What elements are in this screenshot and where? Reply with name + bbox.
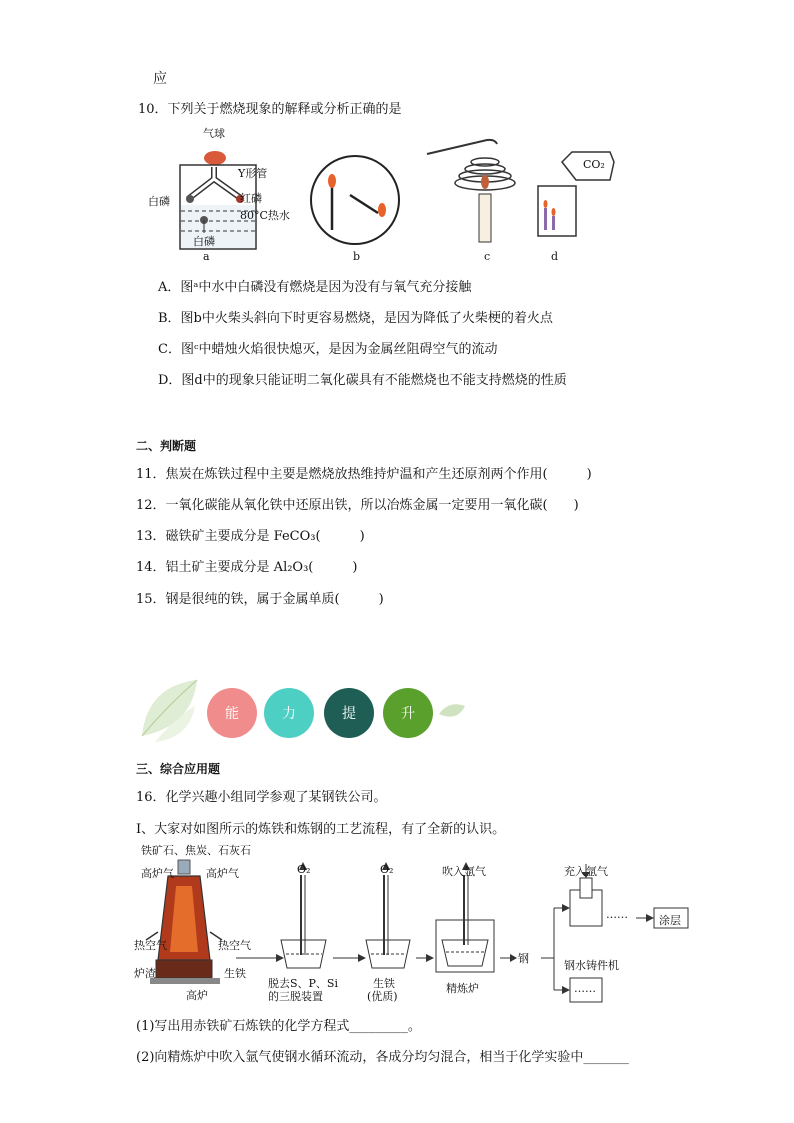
label-steel: 钢 [518, 952, 529, 965]
label-blast-furnace: 高炉 [186, 989, 208, 1002]
label-slag: 炉渣 [134, 967, 156, 980]
banner-char-3: 提 [342, 706, 356, 722]
label-white-phosphorus-left: 白磷 [148, 195, 170, 208]
label-dots-1: …… [606, 908, 628, 921]
section-2-heading: 二、判断题 [136, 439, 197, 453]
label-refining-furnace: 精炼炉 [446, 982, 479, 995]
label-balloon: 气球 [203, 127, 225, 140]
figure-b-matches [308, 155, 408, 250]
label-furnace-gas-right: 高炉气 [206, 867, 239, 880]
label-desulf-device: 的三脱装置 [268, 990, 323, 1003]
figure-d-co2-pour [530, 148, 625, 243]
banner-circle-3 [324, 688, 374, 738]
option-d: D．图d中的现象只能证明二氧化碳具有不能燃烧也不能支持燃烧的性质 [158, 373, 567, 388]
label-pig-iron: 生铁 [224, 967, 246, 980]
label-raw-materials: 铁矿石、焦炭、石灰石 [141, 844, 251, 857]
label-casting-machine: 钢水铸件机 [564, 959, 619, 972]
banner-char-1: 能 [225, 706, 239, 722]
label-co2: CO₂ [583, 158, 605, 171]
judge-item-12: 12．一氧化碳能从氧化铁中还原出铁，所以冶炼金属一定要用一氧化碳( ) [136, 498, 579, 513]
figure-a-beaker [150, 125, 300, 255]
label-fig-d: d [551, 250, 559, 263]
judge-item-13: 13．磁铁矿主要成分是 FeCO₃( ) [136, 529, 365, 544]
judge-item-14: 14．铝土矿主要成分是 Al₂O₃( ) [136, 560, 358, 575]
option-b: B．图b中火柴头斜向下时更容易燃烧，是因为降低了火柴梗的着火点 [158, 311, 553, 326]
banner-circle-2 [264, 688, 314, 738]
label-fig-c: c [484, 250, 491, 263]
label-quality: (优质) [367, 990, 398, 1003]
label-argon-blow: 吹入氩气 [442, 865, 486, 878]
banner-circle-4 [383, 688, 433, 738]
label-white-phosphorus-bottom: 白磷 [193, 235, 215, 248]
label-argon-fill: 充入氩气 [564, 865, 608, 878]
continued-text: 应 [153, 71, 167, 87]
figure-c-candle-coil [425, 132, 525, 247]
label-y-tube: Y形管 [238, 167, 268, 180]
label-o2-2: O₂ [380, 863, 394, 876]
label-hot-air-left: 热空气 [134, 939, 167, 952]
question-16-part-1: I、大家对如图所示的炼铁和炼钢的工艺流程，有了全新的认识。 [136, 822, 506, 837]
label-hot-air-right: 热空气 [218, 939, 251, 952]
banner-circle-1 [207, 688, 257, 738]
small-leaf-icon [437, 700, 467, 724]
label-red-phosphorus: 红磷 [240, 192, 262, 205]
question-16-sub-2: (2)向精炼炉中吹入氩气使钢水循环流动，各成分均匀混合，相当于化学实验中_______ [136, 1050, 629, 1065]
judge-item-11: 11．焦炭在炼铁过程中主要是燃烧放热维持炉温和产生还原剂两个作用( ) [136, 467, 592, 482]
label-pig-iron-2: 生铁 [373, 977, 395, 990]
question-10-stem: 10．下列关于燃烧现象的解释或分析正确的是 [138, 102, 402, 117]
label-coating: 涂层 [659, 914, 681, 927]
banner-char-2: 力 [282, 706, 296, 722]
label-hot-water: 80°C热水 [240, 209, 290, 222]
label-furnace-gas-left: 高炉气 [141, 867, 174, 880]
banner-char-4: 升 [401, 706, 415, 722]
section-3-heading: 三、综合应用题 [136, 762, 221, 776]
label-fig-a: a [203, 250, 210, 263]
question-16-stem: 16．化学兴趣小组同学参观了某钢铁公司。 [136, 790, 387, 805]
option-c: C．图ᶜ中蜡烛火焰很快熄灭，是因为金属丝阻碍空气的流动 [158, 342, 498, 357]
leaf-decoration-icon [137, 676, 207, 744]
label-dots-2: …… [574, 982, 596, 995]
label-fig-b: b [353, 250, 361, 263]
option-a: A．图ᵃ中水中白磷没有燃烧是因为没有与氧气充分接触 [158, 280, 472, 295]
question-16-sub-1: (1)写出用赤铁矿石炼铁的化学方程式_________。 [136, 1019, 421, 1034]
label-o2-1: O₂ [297, 863, 311, 876]
label-desulf: 脱去S、P、Si [268, 977, 338, 990]
judge-item-15: 15．钢是很纯的铁，属于金属单质( ) [136, 592, 384, 607]
